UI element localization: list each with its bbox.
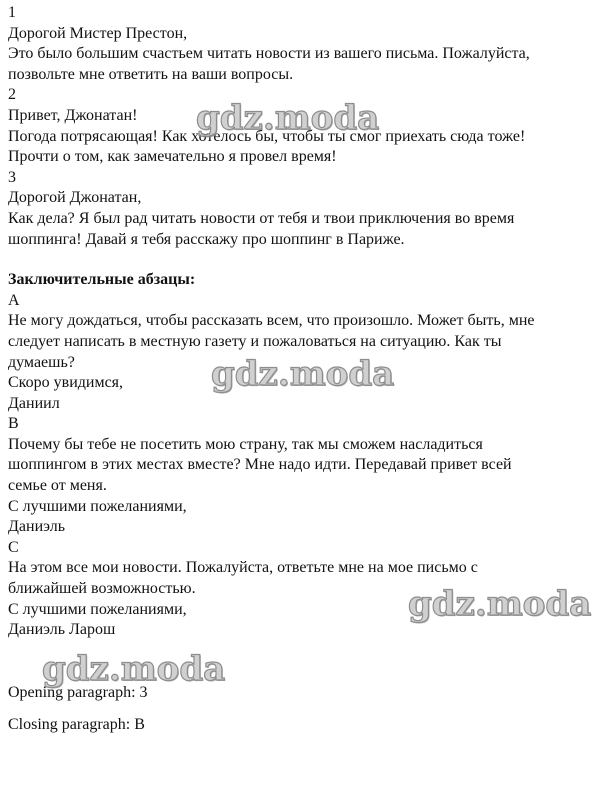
opening-3-number: 3: [8, 168, 16, 186]
closing-b-line-2: шоппингом в этих местах вместе? Мне надо идти. Передавай привет всей: [8, 456, 512, 474]
opening-3-line-1: Дорогой Джонатан,: [8, 189, 142, 207]
watermark-logo: gdz.moda: [42, 649, 226, 689]
closing-a-line-1: Не могу дождаться, чтобы рассказать всем, что произошло. Может быть, мне: [8, 312, 535, 330]
closing-c-line-2: ближайшей возможностью.: [8, 580, 196, 598]
closing-a-line-2: следует написать в местную газету и пожаловаться на ситуацию. Как ты: [8, 332, 502, 350]
document-body: [8, 3, 608, 736]
closing-c-line-1: На этом все мои новости. Пожалуйста, ответьте мне на мое письмо с: [8, 559, 478, 577]
opening-3-line-3: шоппинга! Давай я тебя расскажу про шоппинг в Париже.: [8, 230, 405, 248]
closing-heading: Заключительные абзацы:: [8, 271, 196, 289]
opening-1-number: 1: [8, 4, 16, 21]
closing-b-line-3: семье от меня.: [8, 477, 107, 495]
watermark-logo: gdz.moda: [211, 354, 395, 394]
closing-b-line-5: Даниэль: [8, 518, 65, 536]
closing-a-line-4: Скоро увидимся,: [8, 374, 124, 392]
closing-c-letter: C: [8, 538, 19, 556]
watermark-logo: gdz.moda: [196, 98, 380, 138]
opening-3-line-2: Как дела? Я был рад читать новости от тебя и твои приключения во время: [8, 209, 515, 227]
section-gap: [8, 250, 608, 270]
opening-1-line-3: позвольте мне ответить на ваши вопросы.: [8, 65, 294, 83]
opening-2-line-2: Погода потрясающая! Как хотелось бы, чтобы ты смог приехать сюда тоже!: [8, 127, 526, 145]
closing-c-line-4: Даниэль Ларош: [8, 621, 116, 639]
closing-a-letter: A: [8, 291, 20, 309]
opening-2-line-3: Прочти о том, как замечательно я провел время!: [8, 148, 337, 166]
opening-2-number: 2: [8, 86, 16, 104]
closing-a-line-3: думаешь?: [8, 353, 75, 371]
closing-b-line-1: Почему бы тебе не посетить мою страну, так мы сможем насладиться: [8, 435, 483, 453]
answer-closing: Closing paragraph: B: [8, 716, 145, 734]
closing-b-line-4: С лучшими пожеланиями,: [8, 497, 187, 515]
answer-opening: Opening paragraph: 3: [8, 683, 148, 701]
watermark-logo: gdz.moda: [408, 584, 592, 624]
opening-1-line-2: Это было большим счастьем читать новости из вашего письма. Пожалуйста,: [8, 45, 530, 63]
answers-gap: [8, 641, 608, 677]
closing-a-line-5: Даниил: [8, 394, 60, 412]
closing-b-letter: B: [8, 415, 19, 433]
opening-2-line-1: Привет, Джонатан!: [8, 106, 138, 124]
opening-1-line-1: Дорогой Мистер Престон,: [8, 24, 188, 42]
closing-c-line-3: С лучшими пожеланиями,: [8, 600, 187, 618]
